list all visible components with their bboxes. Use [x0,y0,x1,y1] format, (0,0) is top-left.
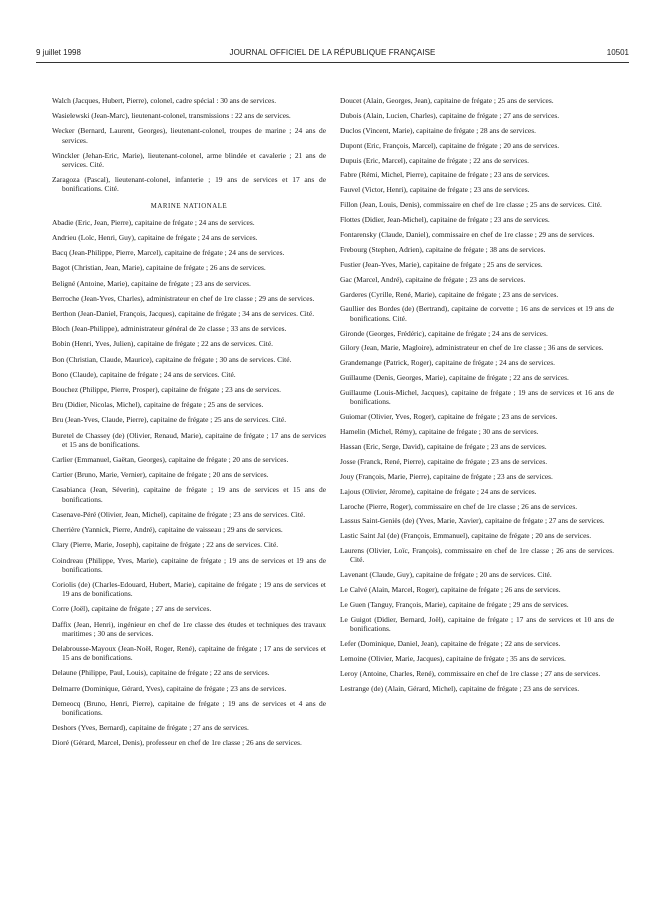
list-item: Dupont (Eric, François, Marcel), capitaine de frégate ; 20 ans de services. [340,140,560,150]
left-column [52,96,326,754]
list-item: Wecker (Bernard, Laurent, Georges), lieutenant-colonel, troupes de marine ; 24 ans de services. [52,126,326,145]
right-column [340,96,614,699]
list-item: Coindreau (Philippe, Yves, Marie), capitaine de frégate ; 19 ans de services et 19 ans de bonifications. [52,555,326,574]
list-item: Guiomar (Olivier, Yves, Roger), capitaine de frégate ; 23 ans de services. [340,412,558,422]
list-item: Lajous (Olivier, Jérome), capitaine de frégate ; 24 ans de services. [340,486,537,496]
list-item: Dioré (Gérard, Marcel, Denis), professeur en chef de 1re classe ; 26 ans de services. [52,738,302,748]
list-item: Hamelin (Michel, Rémy), capitaine de frégate ; 30 ans de services. [340,427,539,437]
list-item: Wasielewski (Jean-Marc), lieutenant-colonel, transmissions : 22 ans de services. [52,111,291,121]
list-item: Bagot (Christian, Jean, Marie), capitaine de frégate ; 26 ans de services. [52,263,266,273]
list-item: Duclos (Vincent, Marie), capitaine de frégate ; 28 ans de services. [340,125,536,135]
list-item: Winckler (Jehan-Eric, Marie), lieutenant-colonel, arme blindée et cavalerie ; 21 ans de services. Cité. [52,150,326,170]
list-item: Lavenant (Claude, Guy), capitaine de frégate ; 20 ans de services. Cité. [340,570,552,580]
list-item: Deshors (Yves, Bernard), capitaine de frégate ; 27 ans de services. [52,723,249,733]
list-item: Lassus Saint-Geniès (de) (Yves, Marie, Xavier), capitaine de frégate ; 27 ans de services. [340,516,605,526]
list-item: Garderes (Cyrille, René, Marie), capitaine de frégate ; 23 ans de services. [340,289,559,299]
list-item: Lemoine (Olivier, Marie, Jacques), capitaine de frégate ; 35 ans de services. [340,653,566,663]
list-item: Gac (Marcel, André), capitaine de frégate ; 23 ans de services. [340,274,526,284]
list-item: Laurens (Olivier, Loïc, François), commissaire en chef de 1re classe ; 26 ans de services. Cité. [340,546,614,565]
header-page-number: 10501 [606,48,629,57]
list-item: Cherrière (Yannick, Pierre, André), capitaine de vaisseau ; 29 ans de services. [52,525,283,535]
list-item: Carlier (Emmanuel, Gaëtan, Georges), capitaine de frégate ; 20 ans de services. [52,455,289,465]
list-item: Jouy (François, Marie, Pierre), capitaine de frégate ; 23 ans de services. [340,471,553,481]
list-item: Cartier (Bruno, Marie, Vernier), capitaine de frégate ; 20 ans de services. [52,470,269,480]
list-item: Laroche (Pierre, Roger), commissaire en chef de 1re classe ; 26 ans de services. [340,501,578,511]
list-item: Bru (Didier, Nicolas, Michel), capitaine de frégate ; 25 ans de services. [52,400,264,410]
list-item: Berthon (Jean-Daniel, François, Jacques), capitaine de frégate ; 34 ans de services. Cité. [52,309,315,319]
list-item: Bru (Jean-Yves, Claude, Pierre), capitaine de frégate ; 25 ans de services. Cité. [52,415,287,425]
list-item: Bloch (Jean-Philippe), administrateur général de 2e classe ; 33 ans de services. [52,324,287,334]
list-item: Beligné (Antoine, Marie), capitaine de frégate ; 23 ans de services. [52,278,251,288]
list-item: Leroy (Antoine, Charles, René), commissaire en chef de 1re classe ; 27 ans de services. [340,668,601,678]
list-item: Gironde (Georges, Frédéric), capitaine de frégate ; 24 ans de services. [340,328,548,338]
list-item: Guillaume (Louis-Michel, Jacques), capitaine de frégate ; 19 ans de services et 16 ans de bonifications. [340,388,614,407]
list-item: Walch (Jacques, Hubert, Pierre), colonel, cadre spécial : 30 ans de services. [52,96,277,105]
header-rule [36,62,629,63]
list-item: Delabrousse-Mayoux (Jean-Noël, Roger, René), capitaine de frégate ; 17 ans de services et 15 ans de bonifications. [52,643,326,663]
list-item: Casabianca (Jean, Séverin), capitaine de frégate ; 19 ans de services et 15 ans de bonifications. [52,485,326,504]
list-item: Fabre (Rémi, Michel, Pierre), capitaine de frégate ; 23 ans de services. [340,170,550,180]
list-item: Fillon (Jean, Louis, Denis), commissaire en chef de 1re classe ; 25 ans de services. Cité. [340,200,602,210]
page-header [36,48,629,62]
list-item: Corre (Joël), capitaine de frégate ; 27 ans de services. [52,604,212,614]
list-item: Bouchez (Philippe, Pierre, Prosper), capitaine de frégate ; 23 ans de services. [52,385,282,395]
list-item: Fontarensky (Claude, Daniel), commissaire en chef de 1re classe ; 29 ans de services. [340,230,595,240]
list-item: Abadie (Eric, Jean, Pierre), capitaine de frégate ; 24 ans de services. [52,217,255,227]
list-item: Le Guen (Tanguy, François, Marie), capitaine de frégate ; 29 ans de services. [340,600,569,610]
list-item: Guillaume (Denis, Georges, Marie), capitaine de frégate ; 22 ans de services. [340,373,569,383]
list-item: Frebourg (Stephen, Adrien), capitaine de frégate ; 38 ans de services. [340,244,546,254]
list-item: Flottes (Didier, Jean-Michel), capitaine de frégate ; 23 ans de services. [340,215,550,225]
list-item: Dubois (Alain, Lucien, Charles), capitaine de frégate ; 27 ans de services. [340,110,560,120]
list-item: Andrieu (Loïc, Henri, Guy), capitaine de frégate ; 24 ans de services. [52,233,258,243]
list-item: Delaune (Philippe, Paul, Louis), capitaine de frégate ; 22 ans de services. [52,668,270,678]
list-item: Bon (Christian, Claude, Maurice), capitaine de frégate ; 30 ans de services. Cité. [52,354,292,364]
header-title: JOURNAL OFFICIEL DE LA RÉPUBLIQUE FRANÇAISE [229,48,436,57]
list-item: Hassan (Eric, Serge, David), capitaine de frégate ; 23 ans de services. [340,442,547,451]
list-item: Lefer (Dominique, Daniel, Jean), capitaine de frégate ; 22 ans de services. [340,639,561,649]
list-item: Daffix (Jean, Henri), ingénieur en chef de 1re classe des études et techniques des travaux maritimes ; 30 ans de services. [52,619,326,638]
list-item: Buretel de Chassey (de) (Olivier, Renaud, Marie), capitaine de frégate ; 17 ans de services et 15 ans de bonifications. [52,430,326,449]
list-item: Dupuis (Eric, Marcel), capitaine de frégate ; 22 ans de services. [340,155,529,165]
list-item: Lastic Saint Jal (de) (François, Emmanuel), capitaine de frégate ; 20 ans de services. [340,531,592,541]
list-item: Berroche (Jean-Yves, Charles), administrateur en chef de 1re classe ; 29 ans de services. [52,293,315,303]
list-item: Demeocq (Bruno, Henri, Pierre), capitaine de frégate ; 19 ans de services et 4 ans de bonifications. [52,698,326,717]
list-item: Bobin (Henri, Yves, Julien), capitaine de frégate ; 22 ans de services. Cité. [52,339,273,349]
navy-entries-list-continued [340,96,614,693]
list-item: Grandemange (Patrick, Roger), capitaine de frégate ; 24 ans de services. [340,358,555,368]
list-item: Gilory (Jean, Marie, Magloire), administrateur en chef de 1re classe ; 36 ans de services. [340,343,604,353]
army-entries-list [52,96,326,194]
list-item: Delmarre (Dominique, Gérard, Yves), capitaine de frégate ; 23 ans de services. [52,683,287,693]
list-item: Coriolis (de) (Charles-Edouard, Hubert, Marie), capitaine de frégate ; 19 ans de services et 19 ans de bonifications. [52,579,326,599]
list-item: Fustier (Jean-Yves, Marie), capitaine de frégate ; 25 ans de services. [340,259,543,269]
navy-entries-list [52,218,326,748]
header-date: 9 juillet 1998 [36,48,81,57]
list-item: Lestrange (de) (Alain, Gérard, Michel), capitaine de frégate ; 23 ans de services. [340,683,580,693]
list-item: Doucet (Alain, Georges, Jean), capitaine de frégate ; 25 ans de services. [340,96,554,105]
list-item: Josse (Franck, René, Pierre), capitaine de frégate ; 23 ans de services. [340,456,548,466]
list-item: Zaragoza (Pascal), lieutenant-colonel, infanterie ; 19 ans de services et 17 ans de bonifications. Cité. [52,175,326,194]
list-item: Fauvel (Victor, Henri), capitaine de frégate ; 23 ans de services. [340,185,530,195]
list-item: Le Calvé (Alain, Marcel, Roger), capitaine de frégate ; 26 ans de services. [340,585,561,595]
list-item: Casenave-Péré (Olivier, Jean, Michel), capitaine de frégate ; 23 ans de services. Cité. [52,509,306,519]
list-item: Gaullier des Bordes (de) (Bertrand), capitaine de corvette ; 16 ans de services et 19 ans de bonifications. Cité. [340,304,614,323]
list-item: Bono (Claude), capitaine de frégate ; 24 ans de services. Cité. [52,369,236,379]
list-item: Le Guigot (Didier, Bernard, Joël), capitaine de frégate ; 17 ans de services et 10 ans de bonifications. [340,615,614,634]
section-heading: MARINE NATIONALE [150,202,228,210]
list-item: Clary (Pierre, Marie, Joseph), capitaine de frégate ; 22 ans de services. Cité. [52,540,279,550]
list-item: Bacq (Jean-Philippe, Pierre, Marcel), capitaine de frégate ; 24 ans de services. [52,248,285,258]
